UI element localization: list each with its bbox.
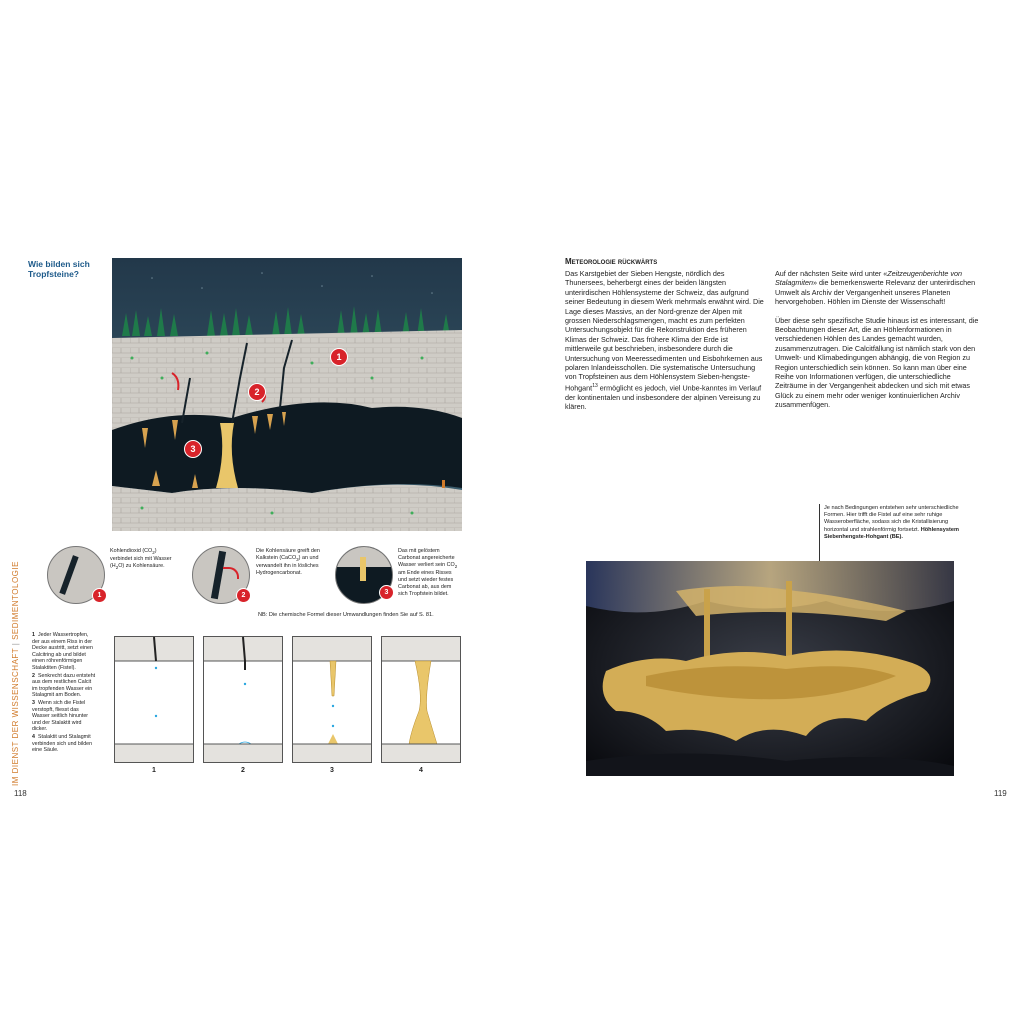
step-item — [32, 673, 96, 699]
step-text: Jeder Wassertropfen, der aus einem Riss in der Decke austritt, setzt einen Calcitring ab und bildet einen röhrenförmigen Stalaktiten (Fistel). — [32, 632, 93, 671]
chemical-formula-note: NB: Die chemische Formel dieser Umwandlungen finden Sie auf S. 81. — [258, 612, 434, 618]
step-number: 1 — [32, 632, 35, 638]
vertical-label-separator: | — [11, 639, 20, 648]
illustration-marker-1 — [330, 348, 348, 366]
step-item — [32, 734, 96, 754]
vertical-section-label — [11, 561, 20, 786]
body-column-2 — [775, 269, 981, 410]
col2-paragraph-2: Über diese sehr spezifische Studie hinaus ist es interessant, die Beobachtungen dieser Art, die an Höhlenformationen in verschiedenen Höhlen des Landes gemacht wurden, zusammenzutragen. Die Calcitfällung ist nämlich stark von den Umwelt- und Klimabedingungen abhängig, die von Region zu Region unterschiedlich sein können. So kann man über eine Reihe von Informationen verfügen, die unterschiedliche Zeiträume in der Vergangenheit abdecken und sich mit etwas Glück zu einem mehr oder weniger kontinuierlichen Archiv zusammenfügen. — [775, 315, 979, 410]
stage-panel-2 — [203, 636, 283, 763]
col1-text-a: Das Karstgebiet der Sieben Hengste, nördlich des Thunersees, beherbergt eines der beiden längsten unterirdischen Höhlensysteme der Schweiz, das aufgrund seiner Bedeutung in diesem Werk mehrmals erwähnt wird. Die Lage dieses Massivs, an der Nord-grenze der Alpen mit grossen Niederschlagsmengen, macht es zum perfekten Untersuchungsobjekt für die Rekonstruktion des früheren Klimas der Schweiz. Das frühere Klima der Erde ist mittlerweile gut beschrieben, insbesondere durch die Untersuchung von Meeressedimenten und Eisbohrkernen aus polaren Inlandeisschollen. Die systematische Untersuchung von Tropfsteinen aus dem Höhlensystem Sieben-hengste-Hohgant — [565, 269, 764, 393]
step-number: 4 — [32, 733, 35, 740]
caption-1-part-b: ) verbindet sich mit Wasser (H — [110, 548, 172, 570]
panel-number-3: 3 — [330, 767, 334, 774]
caption-leader-line — [819, 504, 820, 562]
detail-marker-3-label: 3 — [384, 589, 389, 596]
body-column-1 — [565, 269, 765, 411]
detail-marker-3 — [379, 585, 394, 600]
page-number-left: 118 — [14, 789, 27, 798]
caption-1-part-c: O) zu Kohlensäure. — [118, 563, 165, 570]
col2-p1-text-a: Auf der nächsten Seite wird unter « — [775, 269, 888, 278]
detail-caption-1 — [110, 548, 174, 571]
left-heading-line1: Wie bilden sich — [28, 259, 90, 269]
col2-p1-italic: Zeitzeugenberichte von Stalagmiten — [775, 269, 962, 288]
left-heading — [28, 259, 108, 279]
detail-marker-1-label: 1 — [97, 592, 102, 599]
cave-photo — [586, 561, 954, 776]
photo-caption-text: Je nach Bedingungen entstehen sehr unterschiedliche Formen. Hier trifft die Fistel auf eine sehr ruhige Wasseroberfläche, sodass sich die Kristallisierung horizontal und strahlenförmig fortsetzt. — [824, 505, 959, 533]
step-text: Wenn sich die Fistel verstopft, fliesst das Wasser seitlich hinunter und der Stalaktit wird dicker. — [32, 699, 89, 733]
footnote-ref-13: 13 — [592, 382, 598, 389]
detail-caption-2 — [256, 548, 322, 577]
formation-steps-list — [32, 632, 96, 754]
panel-number-4: 4 — [419, 767, 423, 774]
vertical-label-topic: SEDIMENTOLOGIE — [11, 561, 20, 640]
caption-3-part-a: Das mit gelöstem Carbonat angereicherte Wasser verliert sein CO — [398, 548, 455, 568]
stage-panel-3 — [292, 636, 372, 763]
photo-caption-location: Höhlensystem Siebenhengste-Hohgant (BE). — [824, 526, 959, 540]
step-number: 2 — [32, 672, 35, 679]
marker-3-label: 3 — [190, 444, 196, 454]
panel-number-2: 2 — [241, 767, 245, 774]
caption-2-part-a: Die Kohlensäure greift den Kalkstein (CaCO — [256, 548, 320, 561]
section-heading: Meteorologie rückwärts — [565, 257, 658, 266]
caption-3-part-b: am Ende eines Risses und setzt wieder festes Carbonat ab, aus dem sich Tropfstein bildet. — [398, 570, 454, 598]
detail-caption-3 — [398, 548, 462, 598]
marker-1-label: 1 — [336, 352, 342, 362]
step-text: Stalaktit und Stalagmit verbinden sich und bilden eine Säule. — [32, 733, 93, 754]
col2-p1-text-b: » die bemerkenswerte Relevanz der unterirdischen Umwelt als Archiv der Vergangenheit unseres Planeten hervorgehoben. Höhlen im Dienste der Wissenschaft! — [775, 278, 976, 307]
col2-paragraph-1 — [775, 269, 981, 307]
panel-number-1: 1 — [152, 767, 156, 774]
detail-marker-2 — [236, 588, 251, 603]
detail-marker-1 — [92, 588, 107, 603]
detail-marker-2-label: 2 — [241, 592, 246, 599]
caption-2-sub-a: 3 — [296, 557, 299, 563]
left-heading-line2: Tropfsteine? — [28, 269, 80, 279]
page-number-right: 119 — [994, 789, 1007, 798]
cave-cross-section-illustration — [112, 258, 462, 531]
stage-panel-4 — [381, 636, 461, 763]
illustration-marker-2 — [248, 383, 266, 401]
caption-2-part-b: ) an und verwandelt ihn in lösliches Hydrogencarbonat. — [256, 555, 319, 577]
photo-caption — [824, 505, 964, 541]
marker-2-label: 2 — [254, 387, 260, 397]
col1-text-b: ermöglicht es jedoch, viel Unbe-kanntes im Verlauf der kontinentalen und insbesondere der alpinen Vereisung zu klären. — [565, 383, 762, 412]
caption-1-part-a: Kohlendioxid (CO — [110, 548, 153, 554]
vertical-label-series: IM DIENST DER WISSENSCHAFT — [11, 647, 20, 786]
caption-1-sub-b: 2 — [115, 565, 119, 571]
step-number: 3 — [32, 699, 35, 706]
step-item — [32, 632, 96, 672]
illustration-marker-3 — [184, 440, 202, 458]
step-item — [32, 700, 96, 733]
caption-3-sub-a: 2 — [454, 564, 458, 570]
step-text: Senkrecht dazu entsteht aus dem restlichen Calcit im tropfenden Wasser ein Stalagmit am Boden. — [32, 672, 96, 699]
caption-1-sub-a: 2 — [152, 550, 155, 556]
stage-panel-1 — [114, 636, 194, 763]
